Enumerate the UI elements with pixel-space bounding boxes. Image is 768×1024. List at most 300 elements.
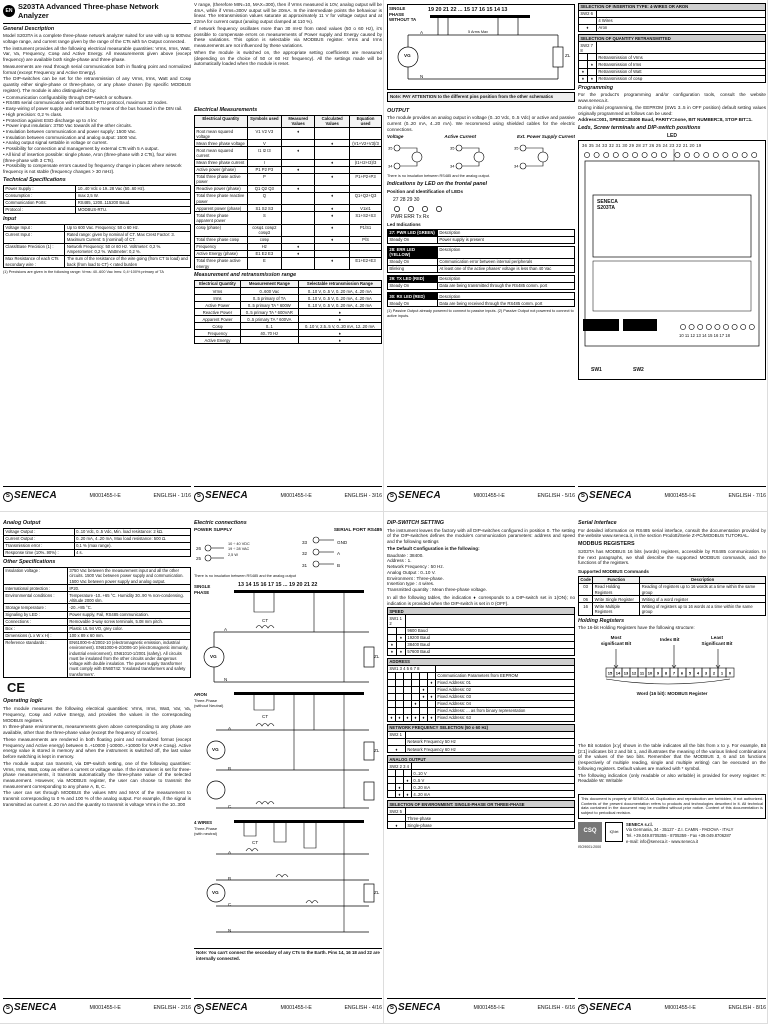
- table-cell: cosφ1 cosφ2 cosφ3: [247, 224, 282, 236]
- output-note: There is no insulation between RS485 and the analog output.: [387, 174, 491, 179]
- table-cell: Description: [438, 246, 575, 258]
- load-label: ZL: [374, 748, 380, 754]
- table-header-row: [195, 115, 382, 127]
- pin-number: 35: [514, 145, 519, 151]
- table-cell: P/S: [350, 236, 382, 243]
- paragraph: If network frequency oscillates more than 30 mHz from rated values (50 o 60 Hz), it's possible to compensate errors on measurements of Power supply and Energy caused by these variations. This option is selectable via MODBUS register. Vrms and Irms measurements are not influenced by these variations.: [194, 25, 382, 49]
- table-cell: [315, 147, 350, 159]
- pin-number: 25: [196, 555, 202, 561]
- dip-cell: [412, 679, 420, 686]
- dip-cell: [388, 777, 396, 784]
- language: ENGLISH: [537, 493, 561, 500]
- bottom-terminal-numbers: 10 11 12 13 14 15 16 17 18: [679, 332, 730, 338]
- table-cell: S1+S2+S3: [350, 212, 382, 224]
- dip-cell: [396, 777, 404, 784]
- table-row: [388, 770, 575, 777]
- table-row: [388, 784, 575, 791]
- certification-logo-icon: CSQ: [578, 822, 602, 842]
- dip-cell: [397, 641, 406, 648]
- single-phase-wiring-icon: [194, 582, 382, 690]
- default-item: Network Frequency : 50 Hz.: [387, 564, 444, 570]
- table-cell: [579, 18, 597, 25]
- brand-mark-icon: S: [3, 1004, 13, 1014]
- table-cell: [315, 186, 350, 193]
- table-row: [4, 185, 191, 192]
- company-phone: Tel. +39.049.8705355 - 8705359 - Fax +39.049.8706287: [626, 833, 732, 838]
- section-title: Leds, Screw terminals and DIP-switch positions: [578, 124, 701, 131]
- table-cell: [282, 236, 315, 243]
- page-number: 1/16: [180, 493, 191, 500]
- company-address-line: Via Germania, 34 - 35127 - Z.I. CAMIN - PADOVA - ITALY: [626, 827, 734, 833]
- table-cell: [350, 186, 382, 193]
- dip-cell: [412, 707, 420, 714]
- table-cell: 0..5 primary TA * 600W: [240, 302, 298, 309]
- ct-note: Note: You can't connect the secondary of any CTs to the Earth. Pins 14, 16 18 and 22 are internally connected.: [194, 948, 382, 962]
- led-table: [387, 229, 575, 244]
- table-row: [195, 147, 382, 159]
- table-cell: I: [247, 159, 282, 166]
- table-cell: cosφ (phase): [195, 224, 248, 236]
- language: ENGLISH: [153, 493, 177, 500]
- page-footer: S SENECA MI001455-I-E ENGLISH - 2/16: [3, 998, 191, 1018]
- table-cell: 3750 Vac between the measurement input and all the other circuits. 1500 Vac between power supply and communication. 1500 Vac between power supply and analog output.: [68, 567, 191, 585]
- table-cell: 10..40 Vdc o 19..28 Vac (50..60 Hz).: [76, 185, 191, 192]
- led-names: PWR ERR Tx Rx: [391, 213, 429, 220]
- table-cell: 29: TX LED (RED): [388, 276, 438, 283]
- table-row: [4, 611, 191, 618]
- terminal-icon: [394, 145, 400, 151]
- screw-terminal-icon: [715, 324, 720, 329]
- page-footer: S SENECA MI001455-I-E ENGLISH - 4/16: [194, 998, 382, 1018]
- default-item: Insertion type : 4 wires.: [387, 581, 435, 587]
- table-cell: max 2,5 W.: [76, 192, 191, 199]
- table-row: [388, 266, 575, 273]
- table-cell: Active power (phase): [195, 166, 248, 173]
- dip-cell: [412, 693, 420, 700]
- bit-cells: [606, 668, 734, 677]
- terminal-numbers: 13 14 15 16 17 15 ... 19 20 21 22: [238, 582, 318, 589]
- dip-cell: ♦: [412, 714, 420, 721]
- dip-cell: [404, 672, 412, 679]
- table-cell: SW2 6: [579, 11, 597, 18]
- aron-diagram: [194, 690, 382, 818]
- page-number: 8/16: [755, 1005, 766, 1012]
- screw-terminal-icon: [732, 324, 737, 329]
- source-label: VG: [212, 890, 219, 896]
- table-cell: [350, 147, 382, 159]
- list-item: • Insulation between communication and power supply: 1500 Vac.: [3, 129, 191, 135]
- section-title: Technical Specifications: [3, 176, 66, 183]
- table-cell: Total three phase apparent power: [195, 212, 248, 224]
- table-cell: 03: [579, 583, 593, 595]
- power-note: There is no insulation between RS485 and the analog output: [194, 573, 296, 578]
- language: ENGLISH: [344, 493, 368, 500]
- table-row: [388, 300, 575, 307]
- doc-code: MI001455-I-E: [473, 493, 505, 500]
- table-cell: Rated range: given by nominal of CT. Max Crest Factor: 3. Maximum Current: 5 (nominal) of CT.: [65, 231, 191, 243]
- dip-cell: ♦: [404, 777, 412, 784]
- dip-cell: ♦: [404, 714, 412, 721]
- table-cell: Transmission error :: [4, 542, 75, 549]
- ct-label: CT: [262, 714, 269, 720]
- table-cell: Steady On: [388, 283, 438, 290]
- dip-cell: [388, 693, 396, 700]
- page-footer: S SENECA MI001455-I-E ENGLISH - 5/16: [387, 486, 575, 506]
- page-footer: S SENECA MI001455-I-E ENGLISH - 8/16: [578, 998, 766, 1018]
- ct-label: CT: [262, 618, 269, 624]
- bit-index: 5: [688, 670, 692, 676]
- table-cell: Description: [438, 293, 575, 300]
- table-cell: Write Single Register: [593, 596, 640, 603]
- pin-number: 26: [196, 545, 202, 551]
- table-row: [195, 159, 382, 166]
- screw-terminal-icon: [642, 152, 647, 157]
- table-cell: Dimensions (L x W x H) :: [4, 632, 68, 639]
- dip-cell: ♦: [396, 784, 404, 791]
- table-row: [195, 337, 382, 344]
- table-row: [4, 618, 191, 625]
- table-cell: 38400 Baud: [406, 641, 575, 648]
- screw-terminal-icon: [694, 152, 699, 157]
- table-cell: P1 P2 P3: [247, 166, 282, 173]
- index-bit-label: Index Bit: [660, 637, 680, 643]
- column-header: Equation used: [350, 115, 382, 127]
- brand-name: SENECA: [589, 1002, 632, 1014]
- table-row: [4, 192, 191, 199]
- lsb-label: Least Significant Bit: [701, 635, 733, 646]
- table-cell: Q: [247, 193, 282, 205]
- section-title: Measurement and retransmission range: [194, 272, 297, 279]
- screw-terminal-icon: [704, 152, 709, 157]
- company-contact: e-mail: info@seneca.it - www.seneca.it: [626, 838, 698, 844]
- table-row: [388, 672, 575, 679]
- table-cell: [315, 251, 350, 258]
- table-cell: Mean three phase voltage: [195, 140, 248, 147]
- table-cell: [315, 128, 350, 140]
- paragraph: The 16-bit Holding Registers have the following structure:: [578, 625, 695, 631]
- table-cell: ♦: [315, 258, 350, 270]
- brand-name: SENECA: [205, 1002, 248, 1014]
- table-row: [388, 714, 575, 721]
- sheet-top-right: [384, 0, 768, 512]
- table-body: [195, 128, 382, 270]
- dip-cell: ♦: [412, 700, 420, 707]
- table-row: [195, 236, 382, 243]
- table-cell: [282, 212, 315, 224]
- phase-label: C: [228, 804, 232, 810]
- column-header: Symbols used: [247, 115, 282, 127]
- paragraph: Measurements are read through serial communication both in floating point and normalized format (except Frequency and Active Energy).: [3, 63, 191, 75]
- table-cell: Steady On: [388, 258, 438, 265]
- brand-mark-icon: S: [3, 492, 13, 502]
- output-wiring-icon: [387, 140, 575, 174]
- table-cell: (V1+V2+V3)/3: [350, 140, 382, 147]
- language: ENGLISH: [344, 1005, 368, 1012]
- terminal-icon: [456, 145, 462, 151]
- dip-cell: ♦: [428, 679, 436, 686]
- measurement-range-table: [194, 280, 382, 344]
- page-footer: S SENECA MI001455-I-E ENGLISH - 6/16: [387, 998, 575, 1018]
- table-cell: Single-phase: [406, 822, 575, 829]
- bit-index: 8: [664, 670, 668, 676]
- table-row: [388, 679, 575, 686]
- table-cell: ♦: [298, 309, 381, 316]
- dip-cell: [388, 770, 396, 777]
- dip-cell: [412, 686, 420, 693]
- brand-name: SENECA: [589, 490, 632, 502]
- dip-cell: [428, 707, 436, 714]
- analog-output-table: [3, 528, 191, 557]
- brand-logo: [387, 490, 441, 503]
- screw-terminal-icon: [713, 152, 718, 157]
- table-cell: 0..5 primary of TA: [240, 295, 298, 302]
- output-mode-label: Active Current: [444, 134, 477, 140]
- table-cell: International protection :: [4, 585, 68, 592]
- table-cell: MODBUS-RTU.: [76, 206, 191, 213]
- table-cell: [282, 173, 315, 185]
- section-title: OUTPUT: [387, 107, 410, 114]
- table-cell: Box :: [4, 625, 68, 632]
- bit-index: 14: [615, 670, 621, 676]
- table-row: [4, 632, 191, 639]
- paragraph: S203TA has MODBUS 16 bits (words) registers, accessible by RS485 communication. In the next paragraphs, we shall describe the supported MODBUS commands, and the functions of the registers.: [578, 548, 766, 566]
- table-cell: ♦: [315, 236, 350, 243]
- table-cell: 0..10 V, 2.5..5 V, 0..20 mA, 12..20 mA: [298, 323, 381, 330]
- load-label: ZL: [374, 890, 380, 896]
- output-mode-label: Voltage: [387, 134, 404, 140]
- page-number: 7/16: [755, 493, 766, 500]
- section-title: Other Specifications: [3, 558, 56, 565]
- table-cell: Blinking: [388, 266, 438, 273]
- pin-number: 34: [450, 163, 455, 169]
- paragraph: The module measures the following electrical quantities: Vrms, Irms, Watt, Var, Va, Frequency, Cosφ and Active Energy, and provides the values in the corresponding MODBUS registers.: [3, 706, 191, 723]
- sheet-bottom-left: [0, 512, 384, 1024]
- screw-terminal-icon: [675, 152, 680, 157]
- dip-cell: [388, 700, 396, 707]
- table-row: [388, 293, 575, 300]
- pin-number: 34: [388, 163, 393, 169]
- table-row: [4, 592, 191, 604]
- column-header: Code: [580, 577, 591, 583]
- table-cell: Retransmission of Vrms: [597, 54, 766, 61]
- power-supply-title: POWER SUPPLY: [194, 527, 233, 533]
- table-cell: The sum of the resistance of the wire going (from CT to load) and back (from load to CT) < rated burden: [65, 256, 191, 268]
- table-cell: ♦: [315, 224, 350, 236]
- bit-index: 15: [607, 670, 613, 676]
- ammeter-icon: [474, 152, 484, 162]
- table-cell: ♦: [315, 173, 350, 185]
- column-header: Electrical Quantity: [195, 115, 248, 127]
- brand-name: SENECA: [14, 1002, 57, 1014]
- screw-terminal-icon: [623, 152, 628, 157]
- table-cell: Frequency: [195, 330, 241, 337]
- table-cell: cosφ: [247, 236, 282, 243]
- table-body: [195, 288, 382, 344]
- page-number: 2/16: [180, 1005, 191, 1012]
- table-row: [388, 276, 575, 283]
- table-cell: 0..20 mA, 4..20 mA, Max load resistance: 500 Ω.: [74, 535, 190, 542]
- dip-cell: [388, 627, 397, 634]
- dip-cell: ♦: [388, 641, 397, 648]
- brand-logo: [387, 1002, 441, 1015]
- table-cell: 28: ERR LED (YELLOW): [388, 246, 438, 258]
- table-cell: Hz: [247, 243, 282, 250]
- four-wire-diagram: [194, 818, 382, 946]
- page-6: [387, 514, 575, 1018]
- screw-terminal-icon: [689, 324, 694, 329]
- page-7: [578, 2, 766, 506]
- page-footer: S SENECA MI001455-I-E ENGLISH - 1/16: [3, 486, 191, 506]
- table-cell: ♦: [282, 243, 315, 250]
- terminal-icon: [394, 163, 400, 169]
- brand-mark-icon: S: [578, 1004, 588, 1014]
- table-row: [195, 186, 382, 193]
- phase-label: B: [228, 876, 232, 882]
- bit-index: 0: [728, 670, 732, 676]
- bit-index: 4: [696, 670, 700, 676]
- section-title: Electrical Measurements: [194, 107, 258, 114]
- table-cell: [350, 243, 382, 250]
- msb-label: Most significant Bit: [600, 635, 632, 646]
- table-cell: V1xI1: [350, 205, 382, 212]
- table-row: [388, 258, 575, 265]
- screw-terminal-icon: [741, 324, 746, 329]
- phase-label: C: [228, 902, 232, 908]
- table-row: [195, 330, 382, 337]
- table-cell: 0..5 primary TA * 600VA: [240, 316, 298, 323]
- phase-label: A: [228, 726, 232, 732]
- table-cell: 0..10 V, 0..5 V, 0..20 mA, 4..20 mA: [298, 288, 381, 295]
- page-3: [194, 2, 382, 506]
- table-cell: [597, 42, 766, 54]
- screw-terminal-icon: [752, 152, 757, 157]
- table-cell: ♦: [315, 193, 350, 205]
- pin-number: 35: [450, 145, 455, 151]
- serial-port-title: SERIAL PORT RS485: [333, 527, 382, 533]
- dip-cell: [396, 679, 404, 686]
- table-cell: Total three phase active energy: [195, 258, 248, 270]
- table-cell: Q1+Q2+Q3: [350, 193, 382, 205]
- source-label: VG: [404, 53, 411, 58]
- screw-terminal-icon: [706, 324, 711, 329]
- table-cell: Mean three phase current: [195, 159, 248, 166]
- paragraph: The instrument provides all the following electrical measurable quantities: Vrms, Irms, Watt, Var, Va, Frequency, Cosφ and Active Energy. All measurements given above (except frequency) are available both single-phase and three-phase.: [3, 45, 191, 63]
- default-item: Baudrate : 38400.: [387, 552, 424, 558]
- led-label: LED: [667, 132, 677, 139]
- dip-cell: ♦: [420, 714, 428, 721]
- table-row: [195, 316, 382, 323]
- table-cell: [597, 11, 766, 18]
- table-cell: Network Frequency 60 Hz: [406, 746, 575, 753]
- dip-on-icon: ♦: [579, 25, 597, 32]
- table-cell: Fixed Address: 03: [436, 693, 575, 700]
- table-cell: Active Power: [195, 302, 241, 309]
- table-cell: ♦: [315, 140, 350, 147]
- dip-cell: [420, 700, 428, 707]
- dip-cell: [412, 672, 420, 679]
- section-title: Operating logic: [3, 698, 43, 705]
- four-wire-wiring-icon: [194, 818, 382, 946]
- table-cell: [282, 159, 315, 166]
- table-row: [388, 246, 575, 258]
- table-cell: Current Output :: [4, 535, 75, 542]
- table-cell: 0..20 mA: [412, 784, 575, 791]
- table-cell: 19200 Baud: [406, 634, 575, 641]
- table-cell: [350, 166, 382, 173]
- table-row: [195, 128, 382, 140]
- table-row: [388, 791, 575, 798]
- paragraph: The module output can transmit, via DIP-switch setting, one of the following quantities: Vrms, Irms, Watt, cosφ as either a current or voltage value. If the instrument is set for three-phase measurements, it transmits automatically the three-phase value of the selected measurement. However, via MODBUS register, the user can choose to transmit the measurement corresponding to any phase A, B, C.: [3, 760, 191, 789]
- dip-cell: ♦: [388, 648, 397, 655]
- table-cell: ♦: [282, 251, 315, 258]
- dip-cell: [388, 784, 396, 791]
- table-cell: I1 I2 I3: [247, 147, 282, 159]
- table-cell: Network Frequency: 50 or 60 Hz. Voltmeter: 0,2 %. Amperometer: 0,2 %. Wattmeter: 0,2 %.: [65, 243, 191, 255]
- screw-terminal-icon: [742, 152, 747, 157]
- module-outline-icon: [579, 141, 765, 379]
- paragraph: For the product's programming and/or configuration tools, consult the website www.seneca.it.: [578, 92, 766, 104]
- dip-cell: [404, 693, 412, 700]
- table-row: [579, 596, 766, 603]
- dip-cell: [388, 707, 396, 714]
- table-cell: [315, 243, 350, 250]
- table-cell: E: [247, 258, 282, 270]
- table-cell: ♦: [315, 205, 350, 212]
- table-cell: 4 s.: [74, 549, 190, 556]
- table-cell: Retransmission of Watt: [597, 68, 766, 75]
- bit-index: 1: [720, 670, 724, 676]
- list-item: • All kind of insertion possible: single phase, Aron (three-phase with 2 CTs), four wires (three-phase with 3 CTs).: [3, 152, 191, 163]
- brand-mark-icon: S: [387, 492, 397, 502]
- language: ENGLISH: [537, 1005, 561, 1012]
- screw-terminal-icon: [613, 152, 618, 157]
- dip-cell: [388, 672, 396, 679]
- dip-cell: ♦: [420, 686, 428, 693]
- led-pin-numbers: 27 28 29 30: [393, 197, 420, 204]
- table-cell: Writing of registers up to 16 words at a time within the same group: [640, 603, 766, 615]
- dip-cell: [388, 679, 396, 686]
- power-spec: 19 ÷ 28 VAC: [228, 547, 250, 552]
- dip-cell: ♦: [420, 693, 428, 700]
- table-cell: Apparent Power: [195, 316, 241, 323]
- brand-mark-icon: S: [387, 1004, 397, 1014]
- doc-code: MI001455-I-E: [280, 493, 312, 500]
- table-cell: SW2 7 8: [579, 42, 597, 54]
- section-title: Holding Registers: [578, 617, 625, 624]
- other-specs-table: [3, 567, 191, 679]
- table-title: SELECTION OF QUANTITY RETRANSMITTED: [579, 35, 766, 42]
- neutral-label: N: [420, 74, 424, 79]
- table-cell: 100 x 89 x 60 mm.: [68, 632, 191, 639]
- table-cell: 0..10 Vdc, 0..5 Vdc, Min. load resistance: 2 kΩ.: [74, 528, 190, 535]
- screw-terminal-icon: [584, 152, 589, 157]
- paragraph: The instrument leaves the factory with all DIP-switches configured in position 0. The setting of the DIP-switches defines the module's communication parameters: address and speed and the following settings: [387, 527, 575, 545]
- dip-cell: [396, 672, 404, 679]
- module-name: SENECA S203TA: [597, 198, 618, 212]
- table-cell: Temperature -10..+65 °C. Humidity 30..90 % non-condensing. Altitude 2000 slm.: [68, 592, 191, 604]
- brand-name: SENECA: [398, 490, 441, 502]
- table-cell: Write Multiple Registers: [593, 603, 640, 615]
- dip-cell: [420, 707, 428, 714]
- dip-cell: [420, 672, 428, 679]
- table-cell: S1 S2 S3: [247, 205, 282, 212]
- section-title: General Description: [3, 25, 55, 32]
- page-5: [387, 2, 575, 506]
- paragraph: Model S203TA is a complete three-phase network analyzer suited for use with up to 600Vac voltage range, and current range given by the range of the CTs with 5A Output connected.: [3, 33, 191, 44]
- table-cell: [240, 337, 298, 344]
- table-cell: Voltage Output :: [4, 528, 75, 535]
- language-badge: EN: [3, 5, 15, 17]
